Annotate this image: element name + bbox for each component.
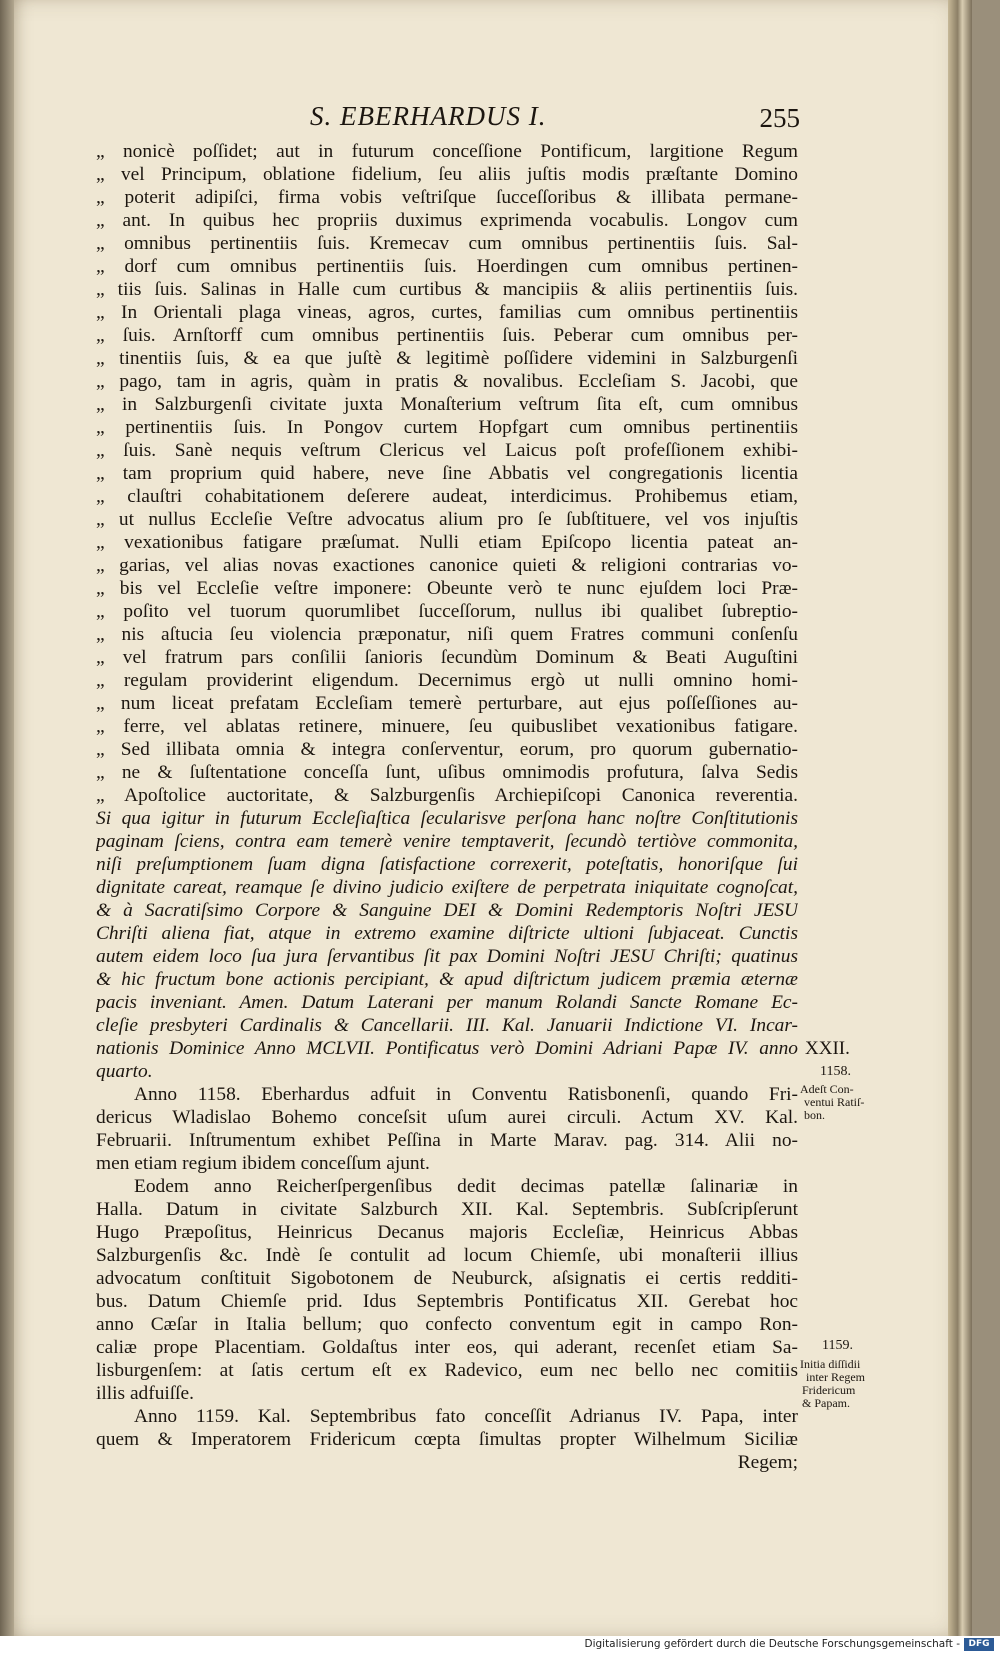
text-line: Regem; bbox=[737, 1452, 798, 1473]
text-line: Anno 1159. Kal. Septembribus fato conceſſit Adrianus IV. Papa, inter bbox=[134, 1406, 798, 1427]
text-line: quem & Imperatorem Fridericum cœpta ſimultas propter Wilhelmum Siciliæ bbox=[96, 1429, 798, 1450]
text-line: „ pago, tam in agris, quàm in pratis & novalibus. Eccleſiam S. Jacobi, que bbox=[96, 371, 798, 392]
text-line: „ poterit adipiſci, firma vobis veſtriſque ſucceſſoribus & illibata permane- bbox=[96, 187, 798, 208]
page-header bbox=[310, 101, 800, 135]
page-number: 255 bbox=[759, 103, 800, 133]
text-line: dignitate careat, reamque ſe divino judicio exiſtere de perpetrata iniquitate cognoſcat, bbox=[96, 877, 798, 898]
margin-year-1159: 1159. bbox=[822, 1338, 853, 1353]
text-line: „ nis aſtucia ſeu violencia præponatur, niſi quem Fratres communi conſenſu bbox=[96, 624, 798, 645]
text-line: & hic fructum bone actionis percipiant, & apud diſtrictum judicem præmia æternæ bbox=[96, 969, 798, 990]
running-head: S. EBERHARDUS I. bbox=[310, 101, 547, 131]
funding-notice: Digitalisierung gefördert durch die Deutsche Forschungsgemeinschaft - bbox=[584, 1638, 960, 1650]
text-line: Hugo Præpoſitus, Heinricus Decanus majoris Eccleſiæ, Heinricus Abbas bbox=[96, 1222, 798, 1243]
margin-note-1158 bbox=[800, 1083, 864, 1122]
text-line: lisburgenſem: at ſatis certum eſt ex Radevico, eum nec bello nec comitiis bbox=[96, 1360, 798, 1381]
text-line: paginam ſciens, contra eam temerè venire temptaverit, ſecundò tertiòve commonita, bbox=[96, 831, 798, 852]
book-gutter bbox=[0, 0, 14, 1654]
text-line: „ regulam providerint eligendum. Decernimus ergò ut nulli omnino homi- bbox=[96, 670, 798, 691]
text-line: men etiam regium ibidem conceſſum ajunt. bbox=[96, 1153, 430, 1174]
text-line: „ nonicè poſſidet; aut in futurum conceſſione Pontificum, largitione Regum bbox=[96, 141, 798, 162]
dfg-logo: DFG bbox=[964, 1638, 994, 1651]
text-line: & à Sacratiſsimo Corpore & Sanguine DEI & Domini Redemptoris Noſtri JESU bbox=[96, 900, 798, 921]
text-line: dericus Wladislao Bohemo conceſsit uſum aurei circuli. Actum XV. Kal. bbox=[96, 1107, 798, 1128]
footer-bar bbox=[0, 1636, 1000, 1654]
text-line: „ clauſtri cohabitationem deſerere audeat, interdicimus. Prohibemus etiam, bbox=[96, 486, 798, 507]
text-line: Si qua igitur in futurum Eccleſiaſtica ſecularisve perſona hanc noſtre Conſtitutionis bbox=[96, 808, 798, 829]
text-line: „ tam proprium quid habere, neve ſine Abbatis vel congregationis licentia bbox=[96, 463, 798, 484]
margin-note-1159 bbox=[800, 1358, 865, 1410]
text-line: „ ſuis. Arnſtorff cum omnibus pertinentiis ſuis. Peberar cum omnibus per- bbox=[96, 325, 798, 346]
text-line: bus. Datum Chiemſe prid. Idus Septembris Pontificatus XII. Gerebat hoc bbox=[96, 1291, 798, 1312]
text-line: „ num liceat prefatam Eccleſiam temerè perturbare, aut ejus poſſeſſiones au- bbox=[96, 693, 798, 714]
text-line: „ ut nullus Eccleſie Veſtre advocatus alium pro ſe ſubſtituere, vel vos injuſtis bbox=[96, 509, 798, 530]
margin-note-line: Adeſt Con- bbox=[800, 1082, 854, 1096]
text-line: pacis inveniant. Amen. Datum Laterani per manum Rolandi Sancte Romane Ec- bbox=[96, 992, 798, 1013]
text-line: Salzburgenſis &c. Indè ſe contulit ad locum Chiemſe, ubi monaſterii illius bbox=[96, 1245, 798, 1266]
margin-year-1158: 1158. bbox=[820, 1064, 851, 1079]
text-line: „ In Orientali plaga vineas, agros, curtes, familias cum omnibus pertinentiis bbox=[96, 302, 798, 323]
text-line: „ poſito vel tuorum quorumlibet ſucceſſorum, nullus ibi qualibet ſubreptio- bbox=[96, 601, 798, 622]
text-line: „ tinentiis ſuis, & ea que juſtè & legitimè poſſidere videmini in Salzburgenſi bbox=[96, 348, 798, 369]
text-line: Eodem anno Reicherſpergenſibus dedit decimas patellæ ſalinariæ in bbox=[134, 1176, 798, 1197]
text-line: „ dorf cum omnibus pertinentiis ſuis. Hoerdingen cum omnibus pertinen- bbox=[96, 256, 798, 277]
text-line: Anno 1158. Eberhardus adfuit in Conventu Ratisbonenſi, quando Fri- bbox=[134, 1084, 798, 1105]
margin-section-number: XXII. bbox=[805, 1038, 850, 1059]
text-line: „ pertinentiis ſuis. In Pongov curtem Hopfgart cum omnibus pertinentiis bbox=[96, 417, 798, 438]
margin-note-line: bon. bbox=[804, 1108, 825, 1122]
text-line: „ vexationibus fatigare præſumat. Nulli etiam Epiſcopo licentia pateat an- bbox=[96, 532, 798, 553]
text-line: autem eidem loco ſua jura ſervantibus ſit pax Domini Noſtri JESU Chriſti; quatinus bbox=[96, 946, 798, 967]
margin-note-line: Initia diſſidii bbox=[800, 1357, 861, 1371]
text-line: „ garias, vel alias novas exactiones canonice quieti & religioni contrarias vo- bbox=[96, 555, 798, 576]
text-line: „ tiis ſuis. Salinas in Halle cum curtibus & mancipiis & aliis pertinentiis ſuis. bbox=[96, 279, 798, 300]
margin-note-line: & Papam. bbox=[802, 1396, 850, 1410]
text-line: „ ferre, vel ablatas retinere, minuere, ſeu quibuslibet vexationibus fatigare. bbox=[96, 716, 798, 737]
text-line: illis adfuiſſe. bbox=[96, 1383, 195, 1404]
text-line: anno Cæſar in Italia bellum; quo confecto conventum egit in campo Ron- bbox=[96, 1314, 798, 1335]
text-line: Chriſti aliena fiat, atque in extremo examine diſtricte ultioni ſubjaceat. Cunctis bbox=[96, 923, 798, 944]
text-line: „ bis vel Eccleſie veſtre imponere: Obeunte verò te nunc ejuſdem loci Præ- bbox=[96, 578, 798, 599]
text-line: „ ne & ſuſtentatione conceſſa ſunt, uſibus omnimodis profutura, ſalva Sedis bbox=[96, 762, 798, 783]
text-line: „ ant. In quibus hec propriis duximus exprimenda vocabulis. Longov cum bbox=[96, 210, 798, 231]
text-line: „ vel fratrum pars conſilii ſanioris ſecundùm Dominum & Beati Auguſtini bbox=[96, 647, 798, 668]
text-line: „ vel Principum, oblatione fidelium, ſeu aliis juſtis modis præſtante Domino bbox=[96, 164, 798, 185]
text-line: Halla. Datum in civitate Salzburch XII. Kal. Septembris. Subſcripſerunt bbox=[96, 1199, 798, 1220]
main-text bbox=[96, 140, 798, 1474]
text-line: cleſie presbyteri Cardinalis & Cancellarii. III. Kal. Januarii Indictione VI. Incar- bbox=[96, 1015, 798, 1036]
text-line: advocatum conſtituit Sigobotonem de Neuburck, aſsignatis ei certis redditi- bbox=[96, 1268, 798, 1289]
text-line: niſi preſumptionem ſuam digna ſatisfactione correxerit, poteſtatis, honoriſque ſui bbox=[96, 854, 798, 875]
text-line: „ in Salzburgenſi civitate juxta Monaſterium veſtrum ſita eſt, cum omnibus bbox=[96, 394, 798, 415]
page-edge bbox=[948, 0, 972, 1636]
text-line: „ omnibus pertinentiis ſuis. Kremecav cum omnibus pertinentiis ſuis. Sal- bbox=[96, 233, 798, 254]
margin-note-line: Fridericum bbox=[802, 1383, 856, 1397]
text-line: „ Sed illibata omnia & integra conſerventur, eorum, pro quorum gubernatio- bbox=[96, 739, 798, 760]
margin-note-line: ventui Ratiſ- bbox=[804, 1095, 865, 1109]
text-line: Februarii. Inſtrumentum exhibet Peſſina in Marte Marav. pag. 314. Alii no- bbox=[96, 1130, 798, 1151]
text-line: quarto. bbox=[96, 1061, 153, 1082]
text-line: nationis Dominice Anno MCLVII. Pontificatus verò Domini Adriani Papæ IV. anno bbox=[96, 1038, 798, 1059]
text-line: „ Apoſtolice auctoritate, & Salzburgenſis Archiepiſcopi Canonica reverentia. bbox=[96, 785, 798, 806]
text-line: „ ſuis. Sanè nequis veſtrum Clericus vel Laicus poſt profeſſionem exhibi- bbox=[96, 440, 798, 461]
text-line: caliæ prope Placentiam. Goldaſtus inter eos, qui aderant, recenſet etiam Sa- bbox=[96, 1337, 798, 1358]
margin-note-line: inter Regem bbox=[806, 1370, 865, 1384]
